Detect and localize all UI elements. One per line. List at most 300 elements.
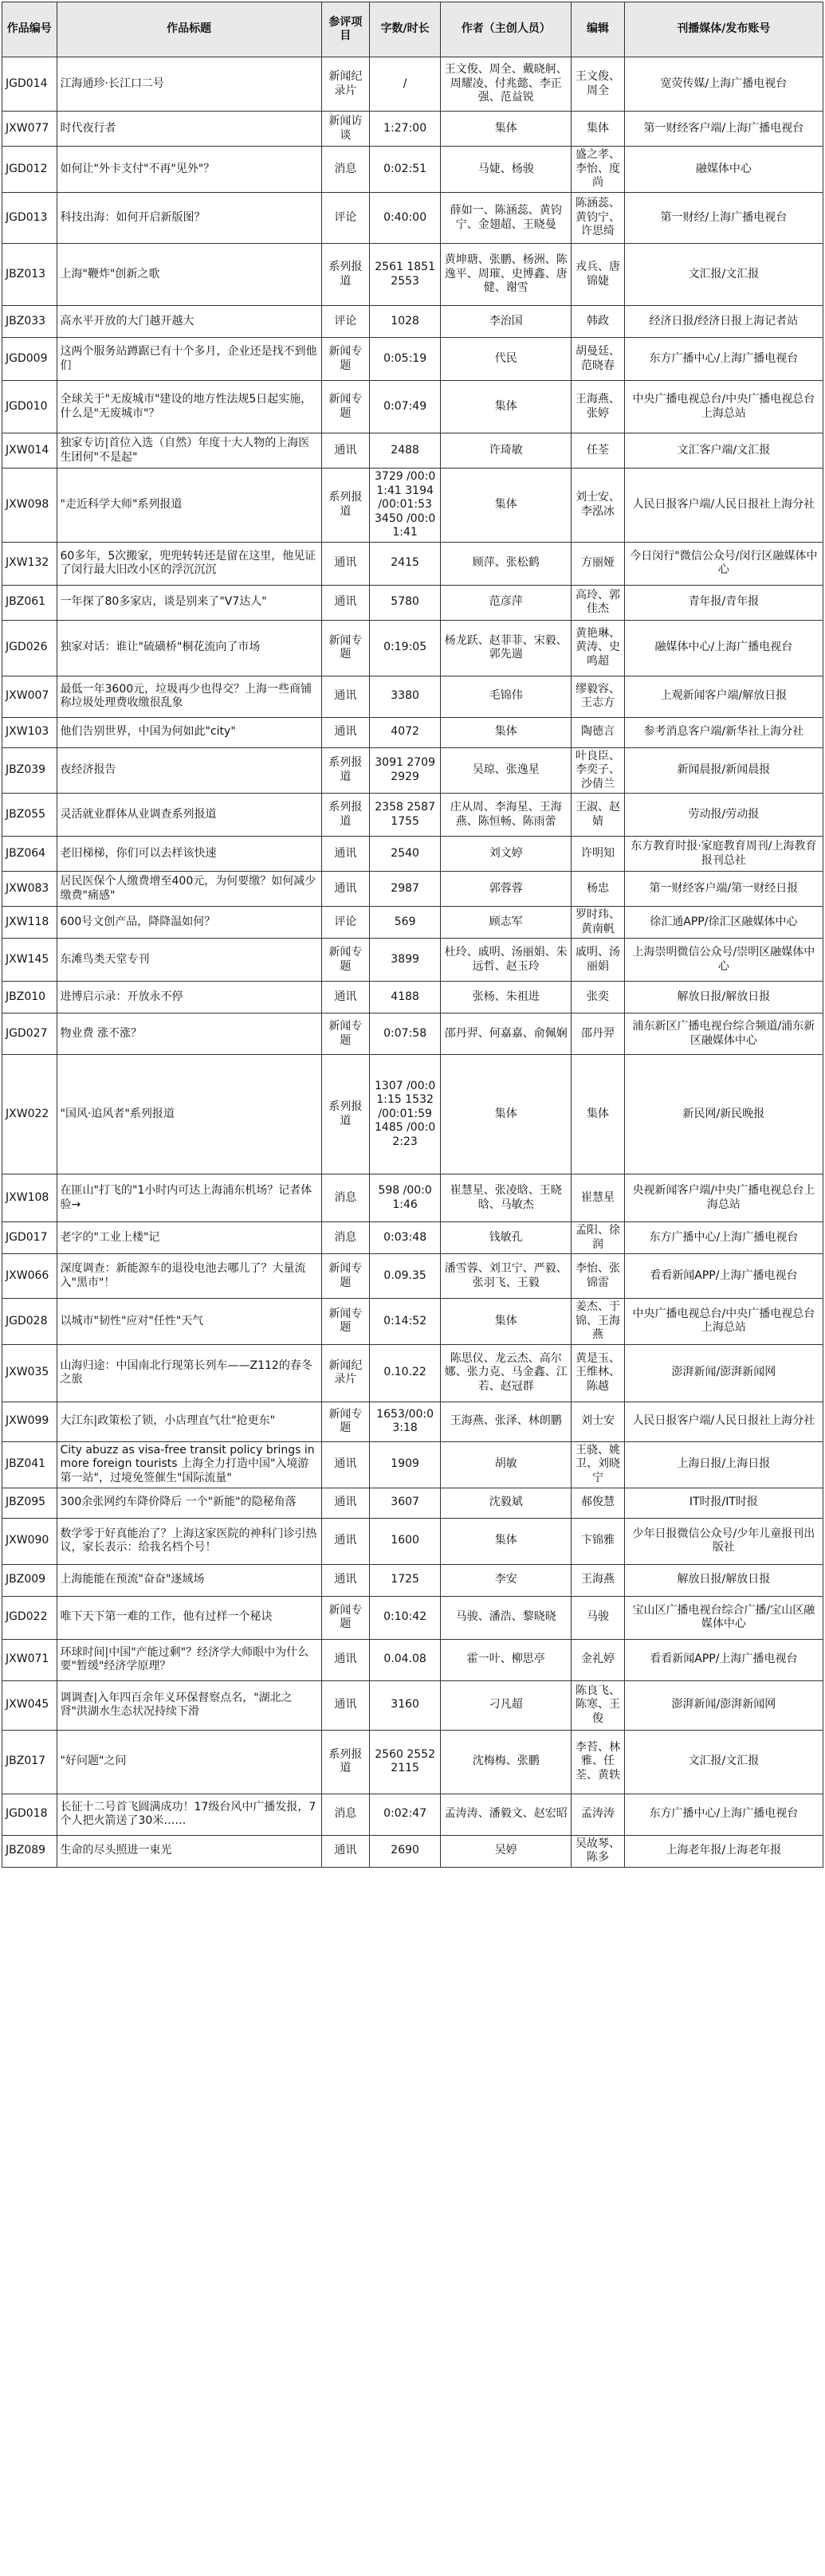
table-row <box>2 1441 823 1488</box>
cell-title: 唯下天下第一难的工作，他有过样一个秘诀 <box>57 1596 321 1639</box>
cell-code: JXW083 <box>2 872 57 907</box>
cell-title: 灵活就业群体从业调查系列报道 <box>57 794 321 837</box>
cell-author: 张杨、朱祖进 <box>441 982 572 1014</box>
cell-publisher: 劳动报/劳动报 <box>624 794 823 837</box>
cell-publisher: 宝山区广播电视台综合广播/宝山区融媒体中心 <box>624 1596 823 1639</box>
cell-code: JBZ039 <box>2 747 57 794</box>
cell-author: 王文俊、周全、戴晓舸、周耀凌、付兆懿、李正强、范益锐 <box>441 57 572 112</box>
cell-author: 集体 <box>441 717 572 747</box>
cell-category: 通讯 <box>321 1639 369 1680</box>
cell-code: JGD014 <box>2 57 57 112</box>
cell-author: 李安 <box>441 1564 572 1596</box>
cell-category: 通讯 <box>321 1518 369 1564</box>
cell-code: JXW108 <box>2 1174 57 1222</box>
cell-publisher: 东方广播中心/上海广播电视台 <box>624 1222 823 1254</box>
table-row <box>2 1174 823 1222</box>
cell-category: 新闻专题 <box>321 1299 369 1345</box>
cell-editor: 王文俊、周全 <box>572 57 624 112</box>
cell-author: 庄从周、李海星、王海燕、陈恒畅、陈雨蕾 <box>441 794 572 837</box>
cell-length: 0.10.22 <box>369 1344 440 1402</box>
cell-length: 2488 <box>369 433 440 469</box>
cell-editor: 黄是玉、王维林、陈越 <box>572 1344 624 1402</box>
cell-editor: 胡曼廷、范晓春 <box>572 338 624 381</box>
cell-author: 黄坤瑭、张鹏、杨洲、陈逸平、周璀、史博鑫、唐健、谢雪 <box>441 244 572 306</box>
cell-author: 孟涛涛、潘毅文、赵宏昭 <box>441 1794 572 1835</box>
cell-category: 通讯 <box>321 542 369 585</box>
cell-author: 马骏、潘浩、黎晓晓 <box>441 1596 572 1639</box>
cell-category: 新闻纪录片 <box>321 57 369 112</box>
cell-author: 邵丹羿、何嘉嘉、俞佩娴 <box>441 1014 572 1055</box>
cell-length: 3160 <box>369 1680 440 1730</box>
cell-category: 新闻访谈 <box>321 112 369 147</box>
table-row <box>2 1518 823 1564</box>
cell-title: 调调查|入年四百余年义环保督察点名，"湖北之肾"洪湖水生态状况持续下滑 <box>57 1680 321 1730</box>
cell-publisher: 经济日报/经济日报上海记者站 <box>624 306 823 338</box>
table-row <box>2 193 823 244</box>
cell-editor: 王骁、姚卫、刘晓宁 <box>572 1441 624 1488</box>
works-table <box>2 2 823 1868</box>
cell-code: JBZ095 <box>2 1488 57 1518</box>
cell-length: / <box>369 57 440 112</box>
cell-title: 长征十二号首飞圆满成功！17级台风中广播发报，7个人把火箭送了30米…… <box>57 1794 321 1835</box>
cell-author: 潘雪蓉、刘卫宁、严毅、张羽飞、王毅 <box>441 1254 572 1299</box>
cell-editor: 王海燕 <box>572 1564 624 1596</box>
cell-title: 独家对话：谁让"硫磺桥"桐花流向了市场 <box>57 620 321 676</box>
cell-category: 通讯 <box>321 837 369 872</box>
table-row <box>2 1222 823 1254</box>
cell-category: 新闻专题 <box>321 939 369 982</box>
table-row <box>2 542 823 585</box>
cell-publisher: 文汇报/文汇报 <box>624 1730 823 1794</box>
cell-length: 1909 <box>369 1441 440 1488</box>
cell-publisher: 青年报/青年报 <box>624 585 823 620</box>
cell-category: 新闻专题 <box>321 1596 369 1639</box>
cell-title: 上海"鞭炸"创新之歌 <box>57 244 321 306</box>
cell-category: 新闻专题 <box>321 1402 369 1441</box>
header-publisher: 刊播媒体/发布账号 <box>624 2 823 57</box>
cell-length: 4188 <box>369 982 440 1014</box>
cell-code: JBZ055 <box>2 794 57 837</box>
cell-code: JXW132 <box>2 542 57 585</box>
cell-title: "走近科学大师"系列报道 <box>57 469 321 543</box>
table-row <box>2 1254 823 1299</box>
table-row <box>2 1680 823 1730</box>
table-row <box>2 1596 823 1639</box>
cell-editor: 金礼婷 <box>572 1639 624 1680</box>
cell-author: 陈思仪、龙云杰、高尔娜、张力克、马金鑫、江若、赵冠群 <box>441 1344 572 1402</box>
cell-length: 3899 <box>369 939 440 982</box>
cell-author: 杜玲、戚明、汤丽娟、朱远哲、赵玉玲 <box>441 939 572 982</box>
cell-title: 以城市"韧性"应对"任性"天气 <box>57 1299 321 1345</box>
cell-publisher: 浦东新区广播电视台综合频道/浦东新区融媒体中心 <box>624 1014 823 1055</box>
cell-title: 在匪山"打飞的"1小时内可达上海浦东机场？记者体验→ <box>57 1174 321 1222</box>
cell-title: 生命的尽头照进一束光 <box>57 1835 321 1867</box>
header-category: 参评项目 <box>321 2 369 57</box>
cell-author: 代民 <box>441 338 572 381</box>
table-row <box>2 306 823 338</box>
cell-editor: 吴故琴、陈多 <box>572 1835 624 1867</box>
cell-editor: 戎兵、唐锦婕 <box>572 244 624 306</box>
cell-author: 集体 <box>441 1299 572 1345</box>
cell-length: 0:02:47 <box>369 1794 440 1835</box>
cell-length: 1653/00:03:18 <box>369 1402 440 1441</box>
header-editor: 编辑 <box>572 2 624 57</box>
cell-category: 新闻专题 <box>321 381 369 433</box>
cell-title: 夜经济报告 <box>57 747 321 794</box>
cell-category: 评论 <box>321 193 369 244</box>
table-row <box>2 585 823 620</box>
cell-length: 0.09.35 <box>369 1254 440 1299</box>
table-row <box>2 338 823 381</box>
cell-editor: 许明知 <box>572 837 624 872</box>
table-row <box>2 1299 823 1345</box>
cell-length: 3607 <box>369 1488 440 1518</box>
cell-title: 一年探了80多家店，谈是别来了"V7达人" <box>57 585 321 620</box>
cell-editor: 任荃 <box>572 433 624 469</box>
cell-editor: 陈涵蕊、黄钧宁、许思绮 <box>572 193 624 244</box>
header-author: 作者（主创人员） <box>441 2 572 57</box>
cell-code: JXW071 <box>2 1639 57 1680</box>
cell-code: JGD027 <box>2 1014 57 1055</box>
cell-author: 薛如一、陈涵蕊、黄钧宁、金翅超、王晓曼 <box>441 193 572 244</box>
cell-length: 598 /00:01:46 <box>369 1174 440 1222</box>
cell-code: JGD017 <box>2 1222 57 1254</box>
cell-length: 0:07:49 <box>369 381 440 433</box>
cell-editor: 马骏 <box>572 1596 624 1639</box>
cell-title: 他们告别世界，中国为何如此"city" <box>57 717 321 747</box>
cell-editor: 戚明、汤丽娟 <box>572 939 624 982</box>
cell-publisher: 东方教育时报·家庭教育周刊/上海教育报刊总社 <box>624 837 823 872</box>
table-row <box>2 747 823 794</box>
cell-title: 进博启示录：开放永不停 <box>57 982 321 1014</box>
cell-code: JXW098 <box>2 469 57 543</box>
cell-editor: 刘士安 <box>572 1402 624 1441</box>
cell-title: 老旧梯梯，你们可以去样该快速 <box>57 837 321 872</box>
cell-title: 环球时间|中国"产能过剩"？经济学大师眼中为什么要"暂缓"经济学原理？ <box>57 1639 321 1680</box>
cell-editor: 邵丹羿 <box>572 1014 624 1055</box>
cell-publisher: 今日闵行"微信公众号/闵行区融媒体中心 <box>624 542 823 585</box>
cell-editor: 方丽娅 <box>572 542 624 585</box>
cell-editor: 卞锦雅 <box>572 1518 624 1564</box>
cell-editor: 郝俊慧 <box>572 1488 624 1518</box>
cell-author: 沈梅梅、张鹏 <box>441 1730 572 1794</box>
cell-publisher: 第一财经客户端/上海广播电视台 <box>624 112 823 147</box>
cell-category: 评论 <box>321 306 369 338</box>
cell-author: 马婕、杨骏 <box>441 147 572 193</box>
cell-category: 新闻专题 <box>321 338 369 381</box>
cell-code: JBZ041 <box>2 1441 57 1488</box>
cell-category: 消息 <box>321 1174 369 1222</box>
cell-category: 新闻专题 <box>321 1254 369 1299</box>
cell-publisher: 解放日报/解放日报 <box>624 982 823 1014</box>
cell-category: 消息 <box>321 147 369 193</box>
cell-publisher: 央视新闻客户端/中央广播电视总台上海总站 <box>624 1174 823 1222</box>
cell-length: 0:10:42 <box>369 1596 440 1639</box>
cell-title: City abuzz as visa-free transit policy brings in more foreign tourists 上海全力打造中国"入境游第一站"，过境免签催生"国际流量" <box>57 1441 321 1488</box>
cell-editor: 王海燕、张婷 <box>572 381 624 433</box>
cell-category: 通讯 <box>321 982 369 1014</box>
cell-publisher: 中央广播电视总台/中央广播电视总台上海总站 <box>624 1299 823 1345</box>
cell-title: 最低一年3600元，垃圾再少也得交？上海一些商铺称垃圾处理费收缴很乱象 <box>57 676 321 717</box>
cell-length: 4072 <box>369 717 440 747</box>
cell-publisher: 东方广播中心/上海广播电视台 <box>624 338 823 381</box>
cell-code: JXW066 <box>2 1254 57 1299</box>
table-row <box>2 1639 823 1680</box>
cell-publisher: 解放日报/解放日报 <box>624 1564 823 1596</box>
table-row <box>2 620 823 676</box>
cell-publisher: 澎湃新闻/澎湃新闻网 <box>624 1680 823 1730</box>
cell-category: 消息 <box>321 1222 369 1254</box>
table-row <box>2 1344 823 1402</box>
cell-author: 崔慧星、张凌晗、王晓晗、马敏杰 <box>441 1174 572 1222</box>
table-row <box>2 147 823 193</box>
cell-author: 胡敏 <box>441 1441 572 1488</box>
cell-publisher: 看看新闻APP/上海广播电视台 <box>624 1639 823 1680</box>
cell-length: 2690 <box>369 1835 440 1867</box>
cell-author: 刁凡超 <box>441 1680 572 1730</box>
table-row <box>2 469 823 543</box>
cell-length: 0:07:58 <box>369 1014 440 1055</box>
cell-editor: 叶良臣、李奕子、沙倩兰 <box>572 747 624 794</box>
cell-author: 顾萍、张松鹤 <box>441 542 572 585</box>
cell-length: 0:02:51 <box>369 147 440 193</box>
cell-code: JGD010 <box>2 381 57 433</box>
cell-title: 山海归途：中国南北行现第长列车——Z112的春冬之旅 <box>57 1344 321 1402</box>
cell-author: 刘文婷 <box>441 837 572 872</box>
cell-editor: 缪毅容、王志方 <box>572 676 624 717</box>
cell-category: 评论 <box>321 907 369 939</box>
cell-length: 1028 <box>369 306 440 338</box>
cell-editor: 姜杰、于锦、王海燕 <box>572 1299 624 1345</box>
cell-code: JXW090 <box>2 1518 57 1564</box>
table-row <box>2 1794 823 1835</box>
cell-author: 毛锦伟 <box>441 676 572 717</box>
cell-length: 2415 <box>369 542 440 585</box>
cell-publisher: 上观新闻客户端/解放日报 <box>624 676 823 717</box>
cell-publisher: 东方广播中心/上海广播电视台 <box>624 1794 823 1835</box>
cell-code: JXW099 <box>2 1402 57 1441</box>
cell-editor: 李怡、张锦雷 <box>572 1254 624 1299</box>
cell-length: 0:19:05 <box>369 620 440 676</box>
cell-length: 3091 2709 2929 <box>369 747 440 794</box>
cell-length: 1725 <box>369 1564 440 1596</box>
cell-category: 系列报道 <box>321 747 369 794</box>
cell-code: JBZ089 <box>2 1835 57 1867</box>
cell-editor: 孟阳、徐润 <box>572 1222 624 1254</box>
cell-editor: 韩政 <box>572 306 624 338</box>
table-row <box>2 1055 823 1174</box>
cell-code: JBZ010 <box>2 982 57 1014</box>
cell-editor: 陈良飞、陈寒、王俊 <box>572 1680 624 1730</box>
cell-publisher: 第一财经客户端/第一财经日报 <box>624 872 823 907</box>
cell-code: JXW103 <box>2 717 57 747</box>
cell-publisher: 徐汇通APP/徐汇区融媒体中心 <box>624 907 823 939</box>
table-row <box>2 1835 823 1867</box>
table-row <box>2 676 823 717</box>
cell-length: 0:05:19 <box>369 338 440 381</box>
cell-author: 吴琼、张逸星 <box>441 747 572 794</box>
cell-length: 1307 /00:01:15 1532 /00:01:59 1485 /00:02:23 <box>369 1055 440 1174</box>
table-row <box>2 1014 823 1055</box>
cell-length: 2987 <box>369 872 440 907</box>
cell-editor: 高玲、郭佳杰 <box>572 585 624 620</box>
cell-code: JBZ013 <box>2 244 57 306</box>
header-code: 作品编号 <box>2 2 57 57</box>
cell-code: JGD018 <box>2 1794 57 1835</box>
table-row <box>2 907 823 939</box>
cell-category: 系列报道 <box>321 794 369 837</box>
cell-title: 时代夜行者 <box>57 112 321 147</box>
cell-editor: 黄艳琳、黄涛、史鸣超 <box>572 620 624 676</box>
cell-author: 霍一叶、柳思亭 <box>441 1639 572 1680</box>
cell-code: JXW077 <box>2 112 57 147</box>
cell-category: 通讯 <box>321 676 369 717</box>
cell-title: 数学零于好真能治了？上海这家医院的神科门诊引热议，家长表示：给我名档个号！ <box>57 1518 321 1564</box>
cell-length: 3380 <box>369 676 440 717</box>
cell-code: JBZ064 <box>2 837 57 872</box>
cell-editor: 罗时玮、黄南帆 <box>572 907 624 939</box>
cell-category: 消息 <box>321 1794 369 1835</box>
cell-category: 通讯 <box>321 1441 369 1488</box>
cell-title: 如何让"外卡支付"不再"见外"？ <box>57 147 321 193</box>
cell-code: JGD013 <box>2 193 57 244</box>
cell-publisher: 上海日报/上海日报 <box>624 1441 823 1488</box>
table-row <box>2 244 823 306</box>
cell-title: 科技出海：如何开启新版图？ <box>57 193 321 244</box>
table-row <box>2 1564 823 1596</box>
cell-category: 新闻专题 <box>321 620 369 676</box>
cell-editor: 王淑、赵婧 <box>572 794 624 837</box>
cell-length: 1:27:00 <box>369 112 440 147</box>
cell-editor: 李苔、林雅、任荃、黄轶 <box>572 1730 624 1794</box>
cell-length: 2540 <box>369 837 440 872</box>
cell-publisher: 文汇客户端/文汇报 <box>624 433 823 469</box>
cell-title: 江海通珍·长江口二号 <box>57 57 321 112</box>
cell-editor: 陶德言 <box>572 717 624 747</box>
cell-category: 通讯 <box>321 585 369 620</box>
cell-category: 通讯 <box>321 1680 369 1730</box>
cell-category: 通讯 <box>321 872 369 907</box>
cell-author: 王海燕、张泽、林朗鹏 <box>441 1402 572 1441</box>
cell-length: 0:40:00 <box>369 193 440 244</box>
cell-editor: 刘士安、李泓冰 <box>572 469 624 543</box>
cell-editor: 孟涛涛 <box>572 1794 624 1835</box>
cell-title: 这两个服务站蹲踞已有十个多月，企业还是找不到他们 <box>57 338 321 381</box>
cell-category: 系列报道 <box>321 244 369 306</box>
cell-title: 深度调查：新能源车的退役电池去哪儿了？大量流入"黑市"！ <box>57 1254 321 1299</box>
cell-category: 通讯 <box>321 1564 369 1596</box>
table-row <box>2 381 823 433</box>
cell-category: 新闻纪录片 <box>321 1344 369 1402</box>
cell-publisher: 人民日报客户端/人民日报社上海分社 <box>624 1402 823 1441</box>
header-title: 作品标题 <box>57 2 321 57</box>
cell-code: JGD022 <box>2 1596 57 1639</box>
table-row <box>2 1402 823 1441</box>
table-row <box>2 794 823 837</box>
table-row <box>2 112 823 147</box>
cell-length: 569 <box>369 907 440 939</box>
cell-publisher: 宽荧传媒/上海广播电视台 <box>624 57 823 112</box>
cell-length: 2560 2552 2115 <box>369 1730 440 1794</box>
cell-title: 东滩鸟类天堂专刊 <box>57 939 321 982</box>
cell-title: 物业费 涨不涨？ <box>57 1014 321 1055</box>
cell-code: JGD026 <box>2 620 57 676</box>
cell-editor: 盛之孝、李怡、度尚 <box>572 147 624 193</box>
cell-title: 大江东|政策松了锁，小店理直气壮"抢更东" <box>57 1402 321 1441</box>
cell-category: 新闻专题 <box>321 1014 369 1055</box>
cell-publisher: 融媒体中心/上海广播电视台 <box>624 620 823 676</box>
cell-category: 系列报道 <box>321 1730 369 1794</box>
cell-author: 许琦敏 <box>441 433 572 469</box>
cell-title: 600号文创产品，降降温如何？ <box>57 907 321 939</box>
cell-code: JBZ033 <box>2 306 57 338</box>
cell-title: 居民医保个人缴费增至400元，为何要缴？如何减少缴费"痛感" <box>57 872 321 907</box>
cell-category: 通讯 <box>321 1488 369 1518</box>
cell-code: JXW118 <box>2 907 57 939</box>
cell-publisher: 上海崇明微信公众号/崇明区融媒体中心 <box>624 939 823 982</box>
cell-length: 2561 1851 2553 <box>369 244 440 306</box>
cell-editor: 集体 <box>572 112 624 147</box>
cell-code: JGD009 <box>2 338 57 381</box>
cell-category: 系列报道 <box>321 469 369 543</box>
cell-title: 全球关于"无废城市"建设的地方性法规5日起实施，什么是"无废城市"？ <box>57 381 321 433</box>
cell-title: 300余张网约车降价降后 一个"新能"的隐秘角落 <box>57 1488 321 1518</box>
cell-title: 高水平开放的大门越开越大 <box>57 306 321 338</box>
cell-publisher: IT时报/IT时报 <box>624 1488 823 1518</box>
cell-publisher: 融媒体中心 <box>624 147 823 193</box>
cell-length: 0:14:52 <box>369 1299 440 1345</box>
cell-length: 0:03:48 <box>369 1222 440 1254</box>
cell-title: 老字的"工业上楼"记 <box>57 1222 321 1254</box>
cell-code: JXW045 <box>2 1680 57 1730</box>
cell-code: JXW145 <box>2 939 57 982</box>
table-row <box>2 982 823 1014</box>
cell-author: 李治国 <box>441 306 572 338</box>
cell-author: 郭蓉蓉 <box>441 872 572 907</box>
cell-publisher: 澎湃新闻/澎湃新闻网 <box>624 1344 823 1402</box>
cell-length: 3729 /00:01:41 3194 /00:01:53 3450 /00:01:41 <box>369 469 440 543</box>
cell-author: 杨龙跃、赵菲菲、宋毅、郭先遄 <box>441 620 572 676</box>
cell-author: 集体 <box>441 469 572 543</box>
cell-code: JGD028 <box>2 1299 57 1345</box>
table-row <box>2 1730 823 1794</box>
cell-length: 2358 2587 1755 <box>369 794 440 837</box>
table-row <box>2 872 823 907</box>
cell-author: 集体 <box>441 381 572 433</box>
cell-code: JXW022 <box>2 1055 57 1174</box>
cell-editor: 集体 <box>572 1055 624 1174</box>
cell-length: 0.04.08 <box>369 1639 440 1680</box>
table-row <box>2 57 823 112</box>
cell-code: JXW035 <box>2 1344 57 1402</box>
cell-author: 范彦萍 <box>441 585 572 620</box>
cell-publisher: 新闻晨报/新闻晨报 <box>624 747 823 794</box>
cell-code: JXW014 <box>2 433 57 469</box>
cell-title: 60多年，5次搬家，兜兜转转还是留在这里，他见证了闵行最大旧改小区的浮沉沉沉 <box>57 542 321 585</box>
table-row <box>2 717 823 747</box>
cell-author: 吴婷 <box>441 1835 572 1867</box>
table-row <box>2 1488 823 1518</box>
cell-editor: 张奕 <box>572 982 624 1014</box>
cell-code: JGD012 <box>2 147 57 193</box>
cell-length: 5780 <box>369 585 440 620</box>
cell-author: 集体 <box>441 112 572 147</box>
cell-publisher: 人民日报客户端/人民日报社上海分社 <box>624 469 823 543</box>
cell-length: 1600 <box>369 1518 440 1564</box>
cell-publisher: 上海老年报/上海老年报 <box>624 1835 823 1867</box>
cell-code: JBZ009 <box>2 1564 57 1596</box>
cell-author: 集体 <box>441 1518 572 1564</box>
